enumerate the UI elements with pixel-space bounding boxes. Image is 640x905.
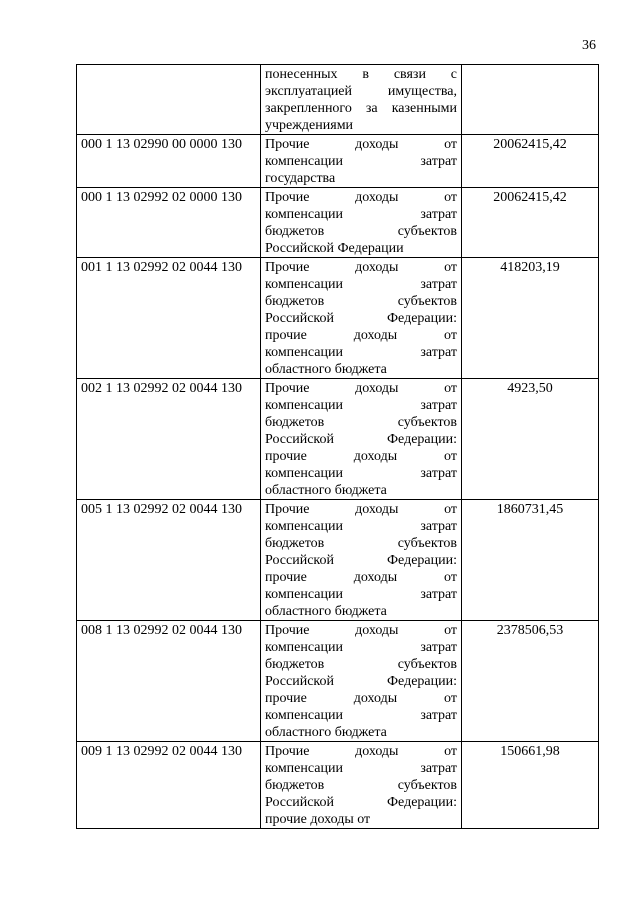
revenue-amount-cell: 20062415,42 bbox=[462, 135, 599, 188]
revenue-name-line: областного бюджета bbox=[265, 483, 387, 498]
table-row bbox=[77, 258, 599, 379]
revenue-name-cell bbox=[261, 135, 462, 188]
revenue-name-line: бюджетов субъектов bbox=[265, 294, 457, 309]
revenue-name-line: компенсации затрат bbox=[265, 466, 457, 481]
revenue-amount-cell: 20062415,42 bbox=[462, 188, 599, 258]
revenue-name-cell bbox=[261, 258, 462, 379]
revenue-name-line: бюджетов субъектов bbox=[265, 536, 457, 551]
revenue-name-line: бюджетов субъектов bbox=[265, 224, 457, 239]
table-row bbox=[77, 135, 599, 188]
table-row bbox=[77, 621, 599, 742]
revenue-name-line: эксплуатацией имущества, bbox=[265, 84, 457, 99]
revenue-name-line: Прочие доходы от bbox=[265, 260, 457, 275]
table-row bbox=[77, 379, 599, 500]
revenue-code-cell: 001 1 13 02992 02 0044 130 bbox=[77, 258, 261, 379]
table-row bbox=[77, 742, 599, 829]
revenue-name-line: Прочие доходы от bbox=[265, 623, 457, 638]
revenue-name-line: Российской Федерации: bbox=[265, 674, 457, 689]
revenue-name-line: учреждениями bbox=[265, 118, 354, 133]
revenue-name-line: Российской Федерации bbox=[265, 241, 404, 256]
revenue-name-line: Прочие доходы от bbox=[265, 137, 457, 152]
revenue-name-line: Прочие доходы от bbox=[265, 190, 457, 205]
revenue-code-cell bbox=[77, 65, 261, 135]
revenue-name-line: прочие доходы от bbox=[265, 328, 457, 343]
revenue-name-line: бюджетов субъектов bbox=[265, 657, 457, 672]
revenue-name-line: областного бюджета bbox=[265, 362, 387, 377]
table-row bbox=[77, 65, 599, 135]
revenue-name-line: бюджетов субъектов bbox=[265, 778, 457, 793]
revenue-name-line: компенсации затрат bbox=[265, 640, 457, 655]
revenue-amount-cell: 4923,50 bbox=[462, 379, 599, 500]
revenue-name-line: прочие доходы от bbox=[265, 449, 457, 464]
revenue-name-line: прочие доходы от bbox=[265, 812, 371, 827]
revenue-name-line: Российской Федерации: bbox=[265, 553, 457, 568]
revenue-code-cell: 009 1 13 02992 02 0044 130 bbox=[77, 742, 261, 829]
revenue-amount-cell: 1860731,45 bbox=[462, 500, 599, 621]
revenue-name-line: закрепленного за казенными bbox=[265, 101, 457, 116]
revenue-name-line: бюджетов субъектов bbox=[265, 415, 457, 430]
revenue-amount-cell: 418203,19 bbox=[462, 258, 599, 379]
revenue-name-line: областного бюджета bbox=[265, 604, 387, 619]
revenue-name-line: прочие доходы от bbox=[265, 570, 457, 585]
revenue-name-line: компенсации затрат bbox=[265, 207, 457, 222]
revenue-name-cell bbox=[261, 188, 462, 258]
revenue-name-line: государства bbox=[265, 171, 336, 186]
revenue-name-line: Российской Федерации: bbox=[265, 795, 457, 810]
table-row bbox=[77, 188, 599, 258]
revenue-name-cell bbox=[261, 500, 462, 621]
revenue-name-line: компенсации затрат bbox=[265, 519, 457, 534]
table-body bbox=[77, 65, 599, 829]
revenue-name-line: Российской Федерации: bbox=[265, 432, 457, 447]
revenue-name-line: компенсации затрат bbox=[265, 154, 457, 169]
revenue-code-cell: 008 1 13 02992 02 0044 130 bbox=[77, 621, 261, 742]
revenue-name-line: прочие доходы от bbox=[265, 691, 457, 706]
revenue-name-cell bbox=[261, 621, 462, 742]
table-row bbox=[77, 500, 599, 621]
budget-revenue-table bbox=[76, 64, 599, 829]
revenue-name-line: областного бюджета bbox=[265, 725, 387, 740]
revenue-name-line: Российской Федерации: bbox=[265, 311, 457, 326]
revenue-name-cell bbox=[261, 379, 462, 500]
revenue-amount-cell bbox=[462, 65, 599, 135]
revenue-amount-cell: 150661,98 bbox=[462, 742, 599, 829]
revenue-name-line: компенсации затрат bbox=[265, 398, 457, 413]
revenue-name-line: компенсации затрат bbox=[265, 345, 457, 360]
revenue-name-line: компенсации затрат bbox=[265, 761, 457, 776]
revenue-name-line: Прочие доходы от bbox=[265, 381, 457, 396]
revenue-code-cell: 005 1 13 02992 02 0044 130 bbox=[77, 500, 261, 621]
revenue-amount-cell: 2378506,53 bbox=[462, 621, 599, 742]
revenue-name-cell bbox=[261, 742, 462, 829]
revenue-name-line: Прочие доходы от bbox=[265, 744, 457, 759]
revenue-code-cell: 000 1 13 02992 02 0000 130 bbox=[77, 188, 261, 258]
revenue-name-line: Прочие доходы от bbox=[265, 502, 457, 517]
revenue-name-line: компенсации затрат bbox=[265, 587, 457, 602]
revenue-code-cell: 000 1 13 02990 00 0000 130 bbox=[77, 135, 261, 188]
revenue-name-line: понесенных в связи с bbox=[265, 67, 457, 82]
revenue-name-line: компенсации затрат bbox=[265, 708, 457, 723]
revenue-name-line: компенсации затрат bbox=[265, 277, 457, 292]
revenue-name-cell bbox=[261, 65, 462, 135]
revenue-code-cell: 002 1 13 02992 02 0044 130 bbox=[77, 379, 261, 500]
page-number: 36 bbox=[582, 38, 596, 53]
